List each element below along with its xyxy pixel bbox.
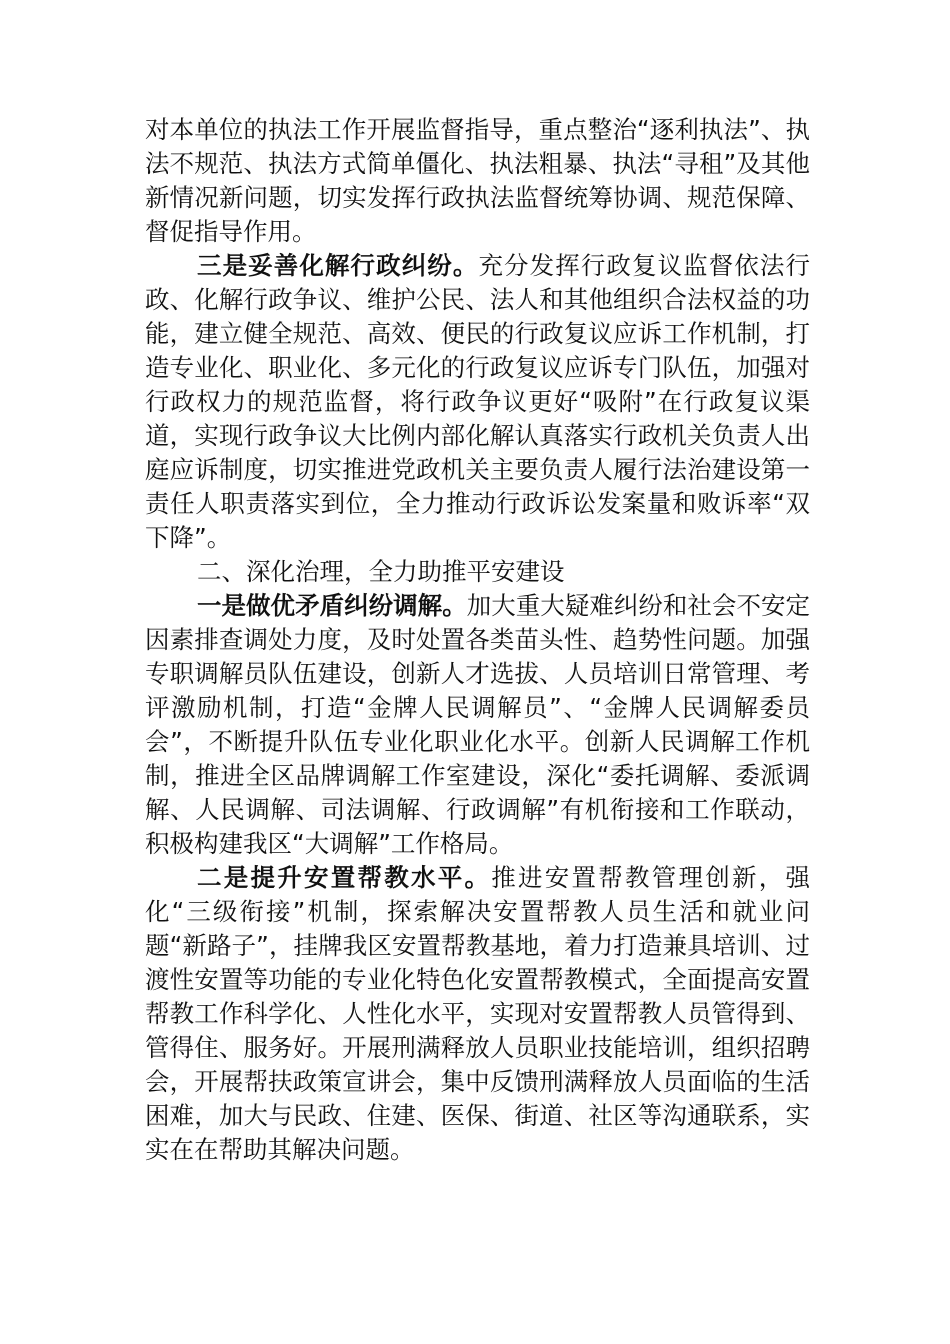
section-heading: 二、深化治理，全力助推平安建设 [197, 557, 565, 586]
paragraph-lead: 三是妥善化解行政纠纷。 [197, 251, 479, 280]
paragraph-text: 充分发挥行政复议监督依法行政、化解行政争议、维护公民、法人和其他组织合法权益的功能，建立健全规范、高效、便民的行政复议应诉工作机制，打造专业化、职业化、多元化的行政复议应诉专门队伍，加强对行政权力的规范监督，将行政争议更好“吸附”在行政复议渠道，实现行政争议大比例内部化解认真落实行政机关负责人出庭应诉制度，切实推进党政机关主要负责人履行法治建设第一责任人职责落实到位，全力推动行政诉讼发案量和败诉率“双下降”。 [145, 251, 811, 552]
paragraph-lead: 一是做优矛盾纠纷调解。 [197, 591, 467, 620]
document-body [145, 113, 810, 1167]
paragraph-mediation [145, 589, 810, 861]
paragraph-resolve-disputes [145, 249, 810, 555]
paragraph-text: 加大重大疑难纠纷和社会不安定因素排查调处力度，及时处置各类苗头性、趋势性问题。加强专职调解员队伍建设，创新人才选拔、人员培训日常管理、考评激励机制，打造“金牌人民调解员”、“金牌人民调解委员会”，不断提升队伍专业化职业化水平。创新人民调解工作机制，推进全区品牌调解工作室建设，深化“委托调解、委派调解、人民调解、司法调解、行政调解”有机衔接和工作联动，积极构建我区“大调解”工作格局。 [145, 591, 811, 858]
paragraph-continuation [145, 113, 810, 249]
paragraph-lead: 二是提升安置帮教水平。 [197, 863, 492, 892]
paragraph-resettlement [145, 861, 810, 1167]
paragraph-text: 对本单位的执法工作开展监督指导，重点整治“逐利执法”、执法不规范、执法方式简单僵化、执法粗暴、执法“寻租”及其他新情况新问题，切实发挥行政执法监督统筹协调、规范保障、督促指导作用。 [145, 115, 810, 246]
paragraph-text: 推进安置帮教管理创新，强化“三级衔接”机制，探索解决安置帮教人员生活和就业问题“新路子”，挂牌我区安置帮教基地，着力打造兼具培训、过渡性安置等功能的专业化特色化安置帮教模式，全面提高安置帮教工作科学化、人性化水平，实现对安置帮教人员管得到、管得住、服务好。开展刑满释放人员职业技能培训，组织招聘会，开展帮扶政策宣讲会，集中反馈刑满释放人员面临的生活困难，加大与民政、住建、医保、街道、社区等沟通联系，实实在在帮助其解决问题。 [145, 863, 810, 1164]
